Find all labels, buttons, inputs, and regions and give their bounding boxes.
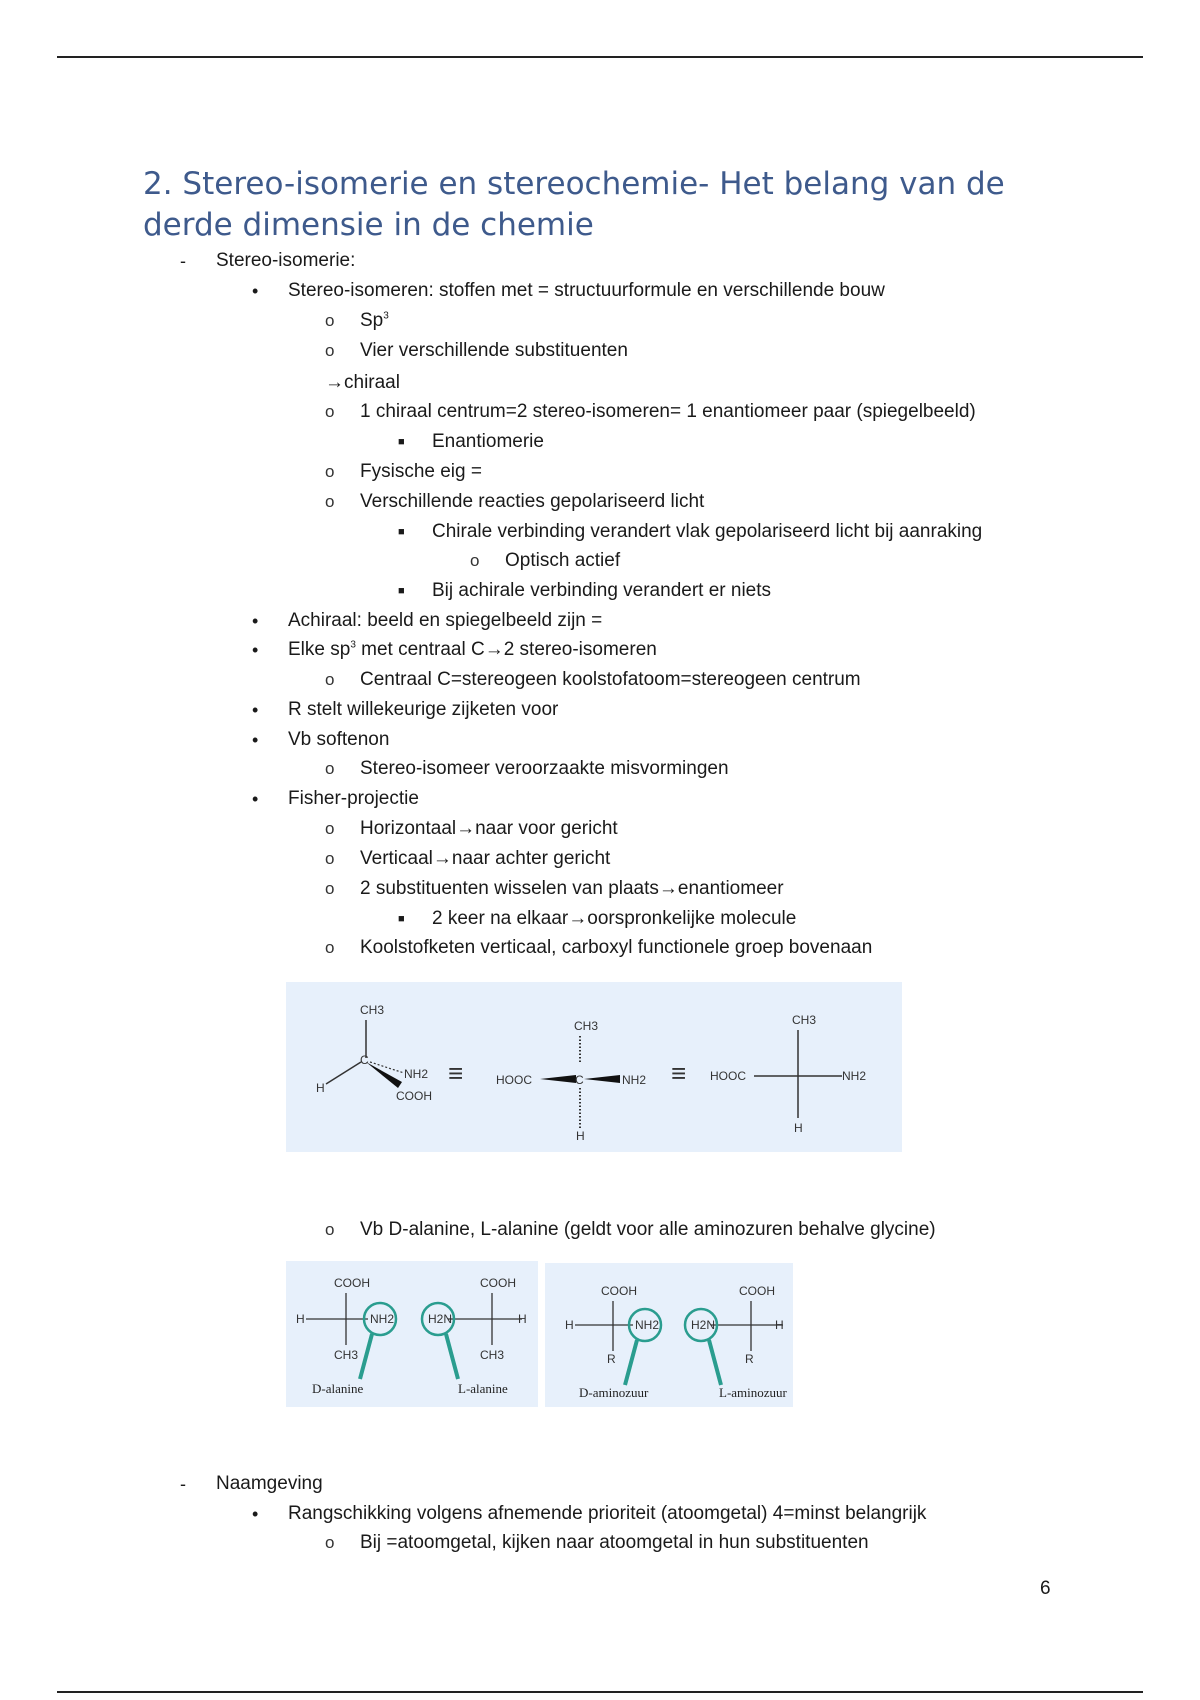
h2n-label: H2N [691, 1318, 716, 1332]
sp-superscript: 3 [383, 310, 389, 322]
elke-sp-text: Elke sp [288, 639, 351, 660]
cooh-label: COOH [601, 1284, 637, 1298]
h-label: H [794, 1121, 803, 1135]
line-fisher-projectie: Fisher-projectie [288, 788, 419, 809]
circle-bullet: o [325, 879, 335, 898]
square-bullet: ■ [398, 585, 405, 597]
nh2-label: NH2 [370, 1312, 395, 1326]
ch3-label: CH3 [360, 1003, 385, 1017]
hooc-label: HOOC [710, 1069, 746, 1083]
fischer-projection-figure [286, 982, 902, 1152]
cooh-label: COOH [396, 1089, 432, 1103]
d-alanine-label: D-alanine [312, 1381, 364, 1396]
square-bullet: ■ [398, 913, 405, 925]
circle-bullet: o [325, 492, 335, 511]
circle-bullet: o [325, 938, 335, 957]
line-enantiomerie: Enantiomerie [432, 431, 544, 452]
line-stereo-isomeren: Stereo-isomeren: stoffen met = structuurformule en verschillende bouw [288, 280, 885, 301]
circle-bullet: o [325, 819, 335, 838]
line-elke-sp3 [288, 638, 657, 662]
circle-bullet: o [325, 402, 335, 421]
line-vb-softenon: Vb softenon [288, 729, 390, 750]
nh2-label: NH2 [622, 1073, 647, 1087]
footer-rule [57, 1691, 1143, 1693]
l-alanine-label: L-alanine [458, 1381, 508, 1396]
h2n-label: H2N [428, 1312, 453, 1326]
square-bullet: ■ [398, 436, 405, 448]
line-rangschikking: Rangschikking volgens afnemende prioriteit (atoomgetal) 4=minst belangrijk [288, 1503, 927, 1524]
aminozuur-figure [545, 1263, 793, 1407]
circle-bullet: o [325, 670, 335, 689]
line-substituenten: Vier verschillende substituenten [360, 340, 628, 361]
bullet: • [252, 700, 259, 720]
equivalence-sign: ≡ [448, 1058, 464, 1088]
cooh-label: COOH [739, 1284, 775, 1298]
bullet: • [252, 281, 259, 301]
bullet: • [252, 1504, 259, 1524]
line-d-l-alanine: Vb D-alanine, L-alanine (geldt voor alle aminozuren behalve glycine) [360, 1219, 936, 1240]
line-chiraal-centrum: 1 chiraal centrum=2 stereo-isomeren= 1 enantiomeer paar (spiegelbeeld) [360, 401, 976, 422]
page-title: 2. Stereo-isomerie en stereochemie- Het belang van de derde dimensie in de chemie [143, 166, 1005, 243]
line-wisselen: 2 substituenten wisselen van plaats→enantiomeer [360, 878, 784, 899]
bullet: • [252, 730, 259, 750]
cooh-label: COOH [480, 1276, 516, 1290]
c-label: C [575, 1073, 584, 1087]
circle-bullet: o [325, 311, 335, 330]
dash-bullet: - [180, 1474, 186, 1494]
c-label: C [360, 1053, 369, 1067]
sp-text: Sp [360, 310, 384, 331]
r-label: R [607, 1352, 616, 1366]
h-label: H [518, 1312, 527, 1326]
line-fysische: Fysische eig = [360, 461, 482, 482]
ch3-label: CH3 [334, 1348, 359, 1362]
bullet: • [252, 640, 259, 660]
line-reacties: Verschillende reacties gepolariseerd licht [360, 491, 705, 512]
dash-bullet: - [180, 251, 186, 271]
h-label: H [296, 1312, 305, 1326]
ch3-label: CH3 [480, 1348, 505, 1362]
header-rule [57, 56, 1143, 58]
h-label: H [316, 1081, 325, 1095]
h-label: H [775, 1318, 784, 1332]
h-label: H [576, 1129, 585, 1143]
circle-bullet: o [325, 1220, 335, 1239]
ch3-label: CH3 [574, 1019, 599, 1033]
nh2-label: NH2 [842, 1069, 867, 1083]
alanine-figure [286, 1261, 538, 1407]
circle-bullet: o [325, 462, 335, 481]
elke-sp-superscript: 3 [350, 639, 356, 651]
line-chirale-verbinding: Chirale verbinding verandert vlak gepolariseerd licht bij aanraking [432, 521, 983, 542]
line-stereo-isomerie: Stereo-isomerie: [216, 250, 356, 271]
circle-bullet: o [470, 551, 480, 570]
circle-bullet: o [325, 849, 335, 868]
equivalence-sign: ≡ [671, 1058, 687, 1088]
line-centraal-c: Centraal C=stereogeen koolstofatoom=stereogeen centrum [360, 669, 861, 690]
hooc-label: HOOC [496, 1073, 532, 1087]
line-koolstofketen: Koolstofketen verticaal, carboxyl functionele groep bovenaan [360, 937, 873, 958]
nh2-label: NH2 [404, 1067, 429, 1081]
cooh-label: COOH [334, 1276, 370, 1290]
nh2-label: NH2 [635, 1318, 660, 1332]
line-naamgeving: Naamgeving [216, 1473, 323, 1494]
h-label: H [565, 1318, 574, 1332]
line-sp3 [360, 309, 389, 333]
line-r-zijketen: R stelt willekeurige zijketen voor [288, 699, 559, 720]
bullet: • [252, 611, 259, 631]
line-twee-keer: 2 keer na elkaar→oorspronkelijke molecule [432, 908, 797, 929]
line-horizontaal: Horizontaal→naar voor gericht [360, 818, 618, 839]
r-label: R [745, 1352, 754, 1366]
line-achirale-verbinding: Bij achirale verbinding verandert er niets [432, 580, 772, 601]
d-aminozuur-label: D-aminozuur [579, 1385, 649, 1400]
page-number: 6 [1040, 1578, 1051, 1599]
line-verticaal: Verticaal→naar achter gericht [360, 848, 611, 869]
elke-sp-rest: met centraal C→2 stereo-isomeren [355, 639, 657, 660]
line-misvormingen: Stereo-isomeer veroorzaakte misvormingen [360, 758, 729, 779]
square-bullet: ■ [398, 526, 405, 538]
circle-bullet: o [325, 341, 335, 360]
l-aminozuur-label: L-aminozuur [719, 1385, 787, 1400]
ch3-label: CH3 [792, 1013, 817, 1027]
line-atoomgetal: Bij =atoomgetal, kijken naar atoomgetal in hun substituenten [360, 1532, 869, 1553]
line-chiraal: →chiraal [325, 372, 400, 393]
line-achiraal: Achiraal: beeld en spiegelbeeld zijn = [288, 610, 603, 631]
line-optisch-actief: Optisch actief [505, 550, 621, 571]
circle-bullet: o [325, 759, 335, 778]
bullet: • [252, 789, 259, 809]
circle-bullet: o [325, 1533, 335, 1552]
